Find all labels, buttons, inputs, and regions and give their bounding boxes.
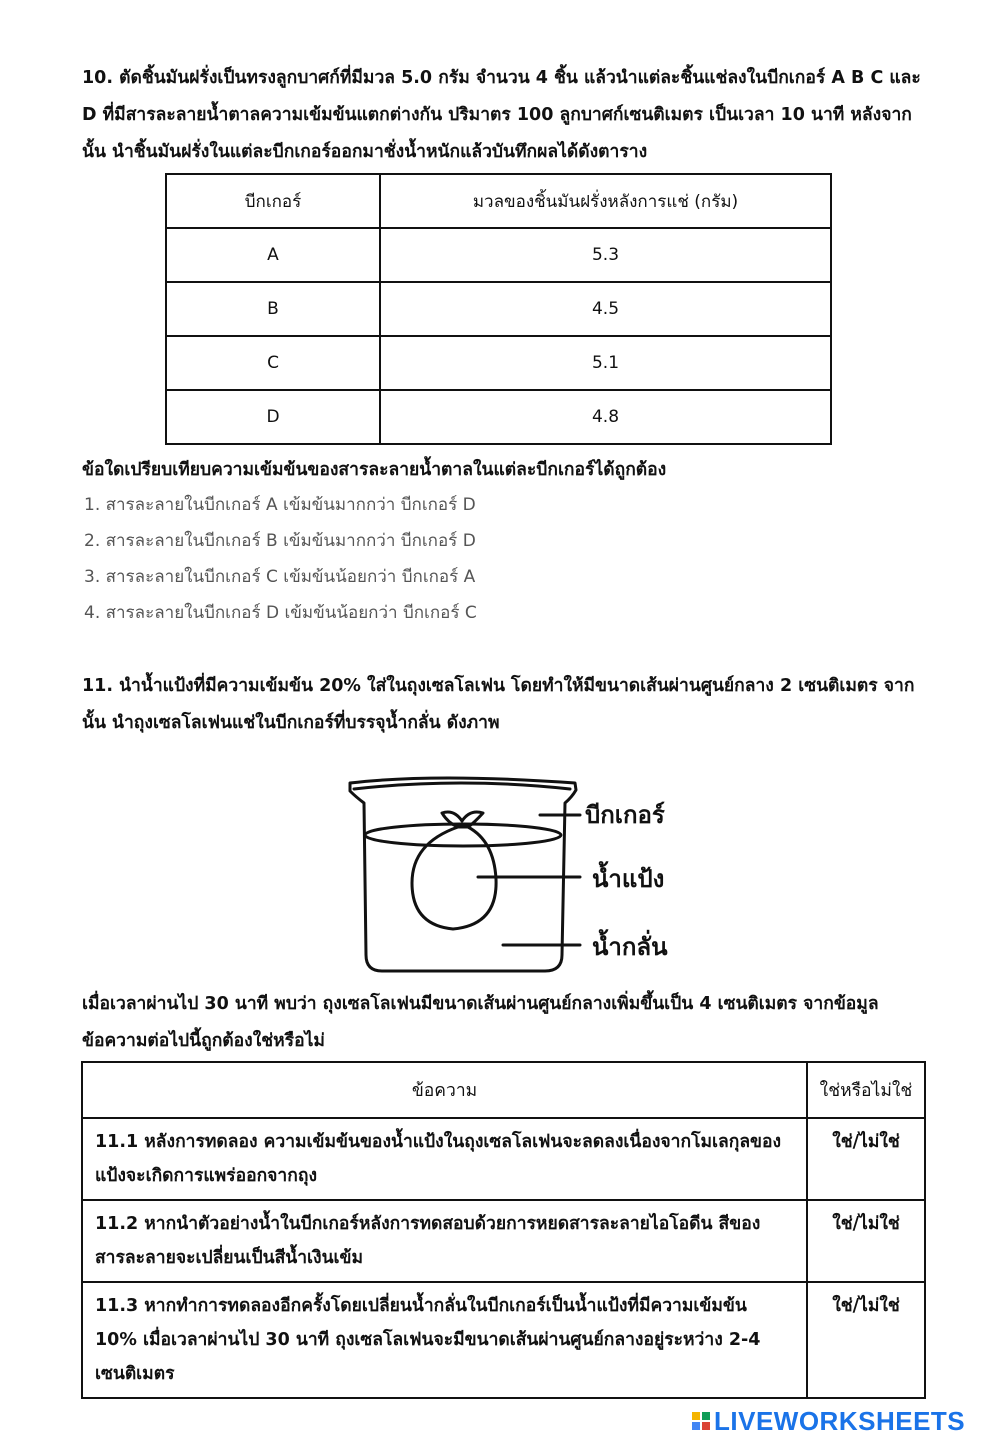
table-row (166, 282, 831, 336)
mass-value: 4.5 (380, 282, 831, 336)
answer-11-3[interactable]: ใช่/ไม่ใช่ (807, 1282, 925, 1398)
beaker-mass-table (165, 173, 832, 445)
question-10-text: 10. ตัดชิ้นมันฝรั่งเป็นทรงลูกบาศก์ที่มีมวล 5.0 กรัม จำนวน 4 ชิ้น แล้วนำแต่ละชิ้นแช่ลงในบีกเกอร์ A B C และ D ที่มีสารละลายน้ำตาลความเข้มข้นแตกต่างกัน ปริมาตร 100 ลูกบาศก์เซนติเมตร เป็นเวลา 10 นาที หลังจากนั้น นำชิ้นมันฝรั่งในแต่ละบีกเกอร์ออกมาชั่งน้ำหนักแล้วบันทึกผลได้ดังตาราง (82, 68, 921, 162)
header-beaker: บีกเกอร์ (166, 174, 380, 228)
table-row (82, 1282, 925, 1398)
header-statement: ข้อความ (82, 1062, 807, 1118)
beaker-label: D (166, 390, 380, 444)
answer-11-1[interactable]: ใช่/ไม่ใช่ (807, 1118, 925, 1200)
beaker-label: C (166, 336, 380, 390)
table-row (82, 1200, 925, 1282)
table-row (166, 228, 831, 282)
mass-value: 5.3 (380, 228, 831, 282)
beaker-label: B (166, 282, 380, 336)
beaker-rim-inner (354, 783, 570, 789)
choice-2[interactable]: 2. สารละลายในบีกเกอร์ B เข้มข้นมากกว่า บีกเกอร์ D (84, 531, 476, 551)
header-answer: ใช่หรือไม่ใช่ (807, 1062, 925, 1118)
table-row (166, 336, 831, 390)
answer-11-2[interactable]: ใช่/ไม่ใช่ (807, 1200, 925, 1282)
label-beaker: บีกเกอร์ (585, 801, 665, 829)
logo-text: LIVEWORKSHEETS (714, 1405, 966, 1436)
statement-11-3: 11.3 หากทำการทดลองอีกครั้งโดยเปลี่ยนน้ำกลั่นในบีกเกอร์เป็นน้ำแป้งที่มีความเข้มข้น 10% เมื่อเวลาผ่านไป 30 นาที ถุงเซลโลเฟนจะมีขนาดเส้นผ่านศูนย์กลางอยู่ระหว่าง 2-4 เซนติเมตร (82, 1282, 807, 1398)
mass-value: 5.1 (380, 336, 831, 390)
table-row (166, 390, 831, 444)
table-header-row (166, 174, 831, 228)
statement-11-1: 11.1 หลังการทดลอง ความเข้มข้นของน้ำแป้งในถุงเซลโลเฟนจะลดลงเนื่องจากโมเลกุลของแป้งจะเกิดการแพร่ออกจากถุง (82, 1118, 807, 1200)
label-distilled-water: น้ำกลั่น (592, 933, 668, 961)
beaker-diagram (340, 775, 680, 980)
beaker-label: A (166, 228, 380, 282)
table-row (82, 1118, 925, 1200)
beaker-outline (350, 778, 576, 971)
table-header-row (82, 1062, 925, 1118)
choice-1[interactable]: 1. สารละลายในบีกเกอร์ A เข้มข้นมากกว่า บีกเกอร์ D (84, 495, 476, 515)
header-mass: มวลของชิ้นมันฝรั่งหลังการแช่ (กรัม) (380, 174, 831, 228)
liveworksheets-logo (692, 1405, 965, 1437)
question-10-prompt: ข้อใดเปรียบเทียบความเข้มข้นของสารละลายน้ำตาลในแต่ละบีกเกอร์ได้ถูกต้อง (82, 460, 667, 480)
question-10-choices (84, 490, 477, 634)
choice-4[interactable]: 4. สารละลายในบีกเกอร์ D เข้มข้นน้อยกว่า บีกเกอร์ C (84, 603, 477, 623)
statement-table (81, 1061, 926, 1399)
question-11-observation: เมื่อเวลาผ่านไป 30 นาที พบว่า ถุงเซลโลเฟนมีขนาดเส้นผ่านศูนย์กลางเพิ่มขึ้นเป็น 4 เซนติเมตร จากข้อมูล ข้อความต่อไปนี้ถูกต้องใช่หรือไม่ (82, 994, 879, 1051)
label-starch-water: น้ำแป้ง (592, 865, 665, 893)
choice-3[interactable]: 3. สารละลายในบีกเกอร์ C เข้มข้นน้อยกว่า บีกเกอร์ A (84, 567, 476, 587)
logo-mark-icon (692, 1412, 710, 1430)
mass-value: 4.8 (380, 390, 831, 444)
statement-11-2: 11.2 หากนำตัวอย่างน้ำในบีกเกอร์หลังการทดสอบด้วยการหยดสารละลายไอโอดีน สีของสารละลายจะเปลี่ยนเป็นสีน้ำเงินเข้ม (82, 1200, 807, 1282)
question-11-text: 11. นำน้ำแป้งที่มีความเข้มข้น 20% ใส่ในถุงเซลโลเฟน โดยทำให้มีขนาดเส้นผ่านศูนย์กลาง 2 เซนติเมตร จากนั้น นำถุงเซลโลเฟนแช่ในบีกเกอร์ที่บรรจุน้ำกลั่น ดังภาพ (82, 676, 915, 733)
